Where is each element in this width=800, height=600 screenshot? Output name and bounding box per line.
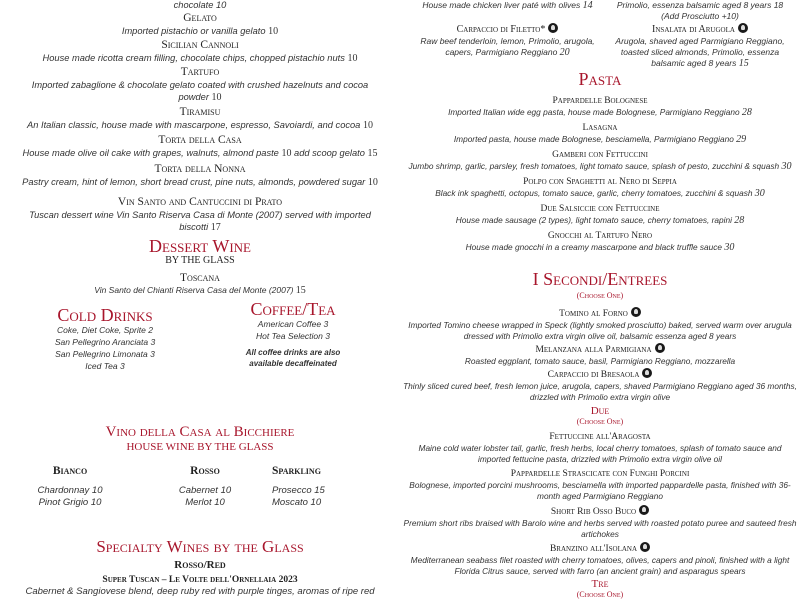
item-desc: Mediterranean seabass filet roasted with cherry tomatoes, olives, capers and pinoli, finished with a light Florida Citrus sauce, served with farro (an ancient grain) and asparagus spears (410, 555, 790, 576)
column-heading: Rosso (190, 465, 220, 477)
section-title: Specialty Wines by the Glass (96, 537, 304, 556)
wine-column-bianco (20, 465, 120, 509)
item-name: Torta della Casa (158, 134, 242, 146)
item-desc: chocolate 10 (173, 0, 227, 10)
chef-badge-icon (548, 23, 558, 33)
item-desc: Raw beef tenderloin, lemon, Primolio, arugola, capers, Parmigiano Reggiano 20 (420, 36, 595, 58)
secondi-due-heading (400, 405, 800, 427)
section-title: Dessert Wine (149, 236, 251, 256)
item-name: Pappardelle Bolognese (552, 96, 648, 106)
choose-one-label: (Choose One) (576, 291, 624, 300)
antipasto-partial-right (605, 0, 795, 22)
item-desc: Cabernet & Sangiovese blend, deep ruby red with purple tinges, aromas of ripe red (25, 586, 375, 597)
menu-item (400, 176, 800, 199)
menu-item-tiramisu (10, 106, 390, 132)
item-desc: Bolognese, imported porcini mushrooms, besciamella with imported pappardelle pasta, finished with 36-month aged Parmigiano Reggiano (409, 480, 791, 501)
menu-item (400, 230, 800, 253)
section-title: Pasta (578, 69, 622, 89)
dessert-wine-section (0, 237, 400, 296)
section-subtitle: Rosso/Red (174, 559, 226, 571)
list-item: Chardonnay 10 (37, 485, 103, 496)
partial-dessert (0, 0, 400, 11)
item-desc: Imported Italian wide egg pasta, house made Bolognese, Parmigiano Reggiano 28 (448, 107, 752, 118)
section-title: Cold Drinks (57, 305, 153, 325)
menu-item (400, 95, 800, 118)
menu-item-torta-casa (5, 134, 395, 160)
wine-column-sparkling (272, 465, 328, 509)
item-name: Gamberi con Fettuccini (552, 150, 648, 160)
menu-item (400, 203, 800, 226)
secondi-section (400, 270, 800, 301)
item-name: Fettuccine all'Aragosta (549, 432, 651, 442)
list-item: Moscato 10 (272, 497, 322, 508)
chef-badge-icon (631, 307, 641, 317)
list-item: Coke, Diet Coke, Sprite 2 (57, 325, 153, 335)
item-name: Branzino all'Isolana (402, 542, 798, 555)
item-desc: Imported pasta, house made Bolognese, besciamella, Parmigiano Reggiano 29 (453, 134, 747, 145)
list-item: Cabernet 10 (178, 485, 232, 496)
section-subtitle: HOUSE WINE BY THE GLASS (126, 441, 274, 453)
course-title: Due (590, 405, 610, 417)
item-name: Super Tuscan – Le Volte dell'Ornellaia 2023 (102, 575, 298, 585)
item-desc: Pastry cream, hint of lemon, short bread crust, pine nuts, almonds, powdered sugar 10 (22, 177, 378, 188)
item-desc: Primolio, essenza balsamic aged 8 years 18 (616, 0, 784, 10)
item-name: Torta della Nonna (154, 163, 246, 175)
item-name: Tiramisu (179, 106, 221, 118)
item-desc: Jumbo shrimp, garlic, parsley, fresh tomatoes, light tomato sauce, splash of pesto, zucchini & squash 30 (408, 161, 792, 172)
menu-item-torta-nonna (5, 163, 395, 189)
item-name: Lasagna (582, 123, 618, 133)
item-desc: House made chicken liver paté with olives 14 (422, 0, 593, 11)
item-desc: Imported Tomino cheese wrapped in Speck (lightly smoked prosciutto) baked, served warm over arugula dressed with Primolio extra virgin olive oil, balsamic essenza aged 8 years (408, 320, 792, 341)
item-name: Carpaccio di Bresaola (402, 368, 798, 381)
menu-item (402, 307, 798, 342)
column-heading: Bianco (52, 465, 88, 477)
menu-item-cannoli (10, 39, 390, 65)
menu-item (402, 368, 798, 403)
item-name: Due Salsiccie con Fettuccine (540, 204, 660, 214)
item-name: Short Rib Osso Buco (402, 505, 798, 518)
chef-badge-icon (738, 23, 748, 33)
item-name: Sicilian Cannoli (161, 39, 239, 51)
menu-item (402, 431, 798, 465)
chef-badge-icon (640, 542, 650, 552)
section-subtitle: BY THE GLASS (165, 255, 235, 266)
item-desc: Tuscan dessert wine Vin Santo Riserva Casa di Monte (2007) served with imported biscotti 17 (29, 210, 371, 233)
choose-one-label: (Choose One) (576, 417, 624, 426)
menu-item (400, 149, 800, 172)
decaf-note: All coffee drinks are also available decaffeinated (245, 348, 341, 368)
item-desc: House made ricotta cream filling, chocolate chips, chopped pistachio nuts 10 (42, 53, 358, 64)
list-item: Prosecco 15 (272, 485, 325, 496)
house-wine-section (0, 423, 400, 453)
item-name: Carpaccio di Filetto* (420, 23, 595, 36)
list-item: American Coffee 3 (257, 319, 329, 329)
item-name: Tartufo (180, 66, 220, 78)
list-item: Merlot 10 (185, 497, 225, 508)
list-item: Pinot Grigio 10 (38, 497, 102, 508)
item-name: Melanzana alla Parmigiana (402, 343, 798, 356)
wine-column-rosso (155, 465, 255, 509)
section-title: Vino della Casa al Bicchiere (105, 424, 295, 440)
list-item: San Pellegrino Aranciata 3 (54, 337, 156, 347)
item-desc: Premium short ribs braised with Barolo wine and herbs served with roasted potato puree and sauteed fresh artichokes (403, 518, 797, 539)
menu-item (402, 468, 798, 502)
item-desc: Maine cold water lobster tail, garlic, fresh herbs, local cherry tomatoes, splash of tomato sauce and imported fettucine pasta, drizzled with Primolio extra virgin olive oil (418, 443, 782, 464)
secondi-tre-heading (400, 578, 800, 600)
menu-item (402, 542, 798, 577)
item-desc: Arugola, shaved aged Parmigiano Reggiano, toasted sliced almonds, Primolio, essenza balsamic aged 8 years 15 (615, 36, 785, 69)
item-name: Vin Santo and Cantuccini di Prato (117, 196, 283, 208)
item-name: Pappardelle Strascicate con Funghi Porcini (510, 469, 690, 479)
menu-item-tartufo (20, 66, 380, 104)
menu-item (402, 343, 798, 367)
item-name: Toscana (180, 272, 220, 284)
item-name: Gnocchi al Tartufo Nero (547, 231, 653, 241)
course-title: Tre (591, 578, 609, 590)
chef-badge-icon (639, 505, 649, 515)
pasta-section (400, 70, 800, 88)
coffee-tea-section (228, 300, 358, 369)
list-item: San Pellegrino Limonata 3 (55, 349, 155, 359)
cold-drinks-section (20, 306, 190, 372)
item-desc: House made sausage (2 types), light tomato sauce, cherry tomatoes, rapini 28 (455, 215, 745, 226)
item-desc: An Italian classic, house made with mascarpone, espresso, Savoiardi, and cocoa 10 (27, 120, 373, 131)
chef-badge-icon (655, 343, 665, 353)
item-desc: Black ink spaghetti, octopus, tomato sauce, garlic, cherry tomatoes, zucchini & squash 30 (435, 188, 765, 199)
chef-badge-icon (642, 368, 652, 378)
column-heading: Sparkling (272, 465, 321, 477)
item-name: Polpo con Spaghetti al Nero di Seppia (523, 177, 677, 187)
item-desc: Imported pistachio or vanilla gelato 10 (121, 26, 279, 37)
item-desc: Vin Santo del Chianti Riserva Casa del Monte (2007) 15 (94, 285, 306, 296)
list-item: Hot Tea Selection 3 (256, 331, 330, 341)
item-desc: Roasted eggplant, tomato sauce, basil, Parmigiano Reggiano, mozzarella (464, 356, 736, 366)
section-title: Coffee/Tea (250, 299, 336, 319)
list-item: Iced Tea 3 (85, 361, 125, 371)
item-desc: House made olive oil cake with grapes, walnuts, almond paste 10 add scoop gelato 15 (22, 148, 378, 159)
specialty-wines-section (0, 538, 400, 598)
item-desc: Thinly sliced cured beef, fresh lemon juice, arugola, capers, shaved Parmigiano Reggiano aged 36 months, drizzled with Primolio extra virgin olive (403, 381, 797, 402)
item-name: Tomino al Forno (402, 307, 798, 320)
choose-one-label: (Choose One) (576, 590, 624, 599)
menu-item-insalata-arugola (605, 23, 795, 69)
add-on-note: (Add Prosciutto +10) (661, 11, 739, 21)
menu-item-carpaccio-filetto (420, 23, 595, 58)
menu-item (402, 505, 798, 540)
item-desc: Imported zabaglione & chocolate gelato coated with crushed hazelnuts and cocoa powder 10 (31, 80, 369, 103)
menu-item-vin-santo (25, 196, 375, 234)
section-title: I Secondi/Entrees (532, 269, 668, 289)
item-name: Insalata di Arugola (605, 23, 795, 36)
menu-item (400, 122, 800, 145)
menu-item-gelato (20, 12, 380, 38)
item-desc: House made gnocchi in a creamy mascarpone and black truffle sauce 30 (465, 242, 735, 253)
item-name: Gelato (183, 12, 217, 24)
antipasto-partial-left (415, 0, 600, 11)
